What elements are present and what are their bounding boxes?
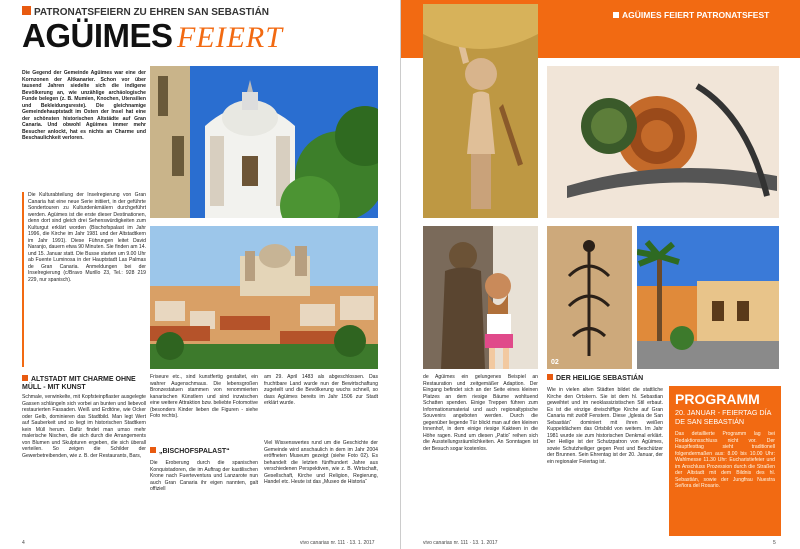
snail-sculpture-photo xyxy=(547,66,779,218)
right-col2-text: Wie in vielen alten Städten bildet die stattliche Kirche den Ortskern. Sie ist dem hl. Sebastian geweihtet und im neoklassizistischen Stil erbaut. Es ist die einzige dreischiffige Kirche auf Gran Canaria mit zwölf Fenstern. Diese „Iglesia de San Sebastián“ dominiert mit ihren weißen Kuppeldächern das Ortsbild von weitem. Im Jahr 1981 wurde sie zum historischen Denkmal erklärt. Der Heilige ist der Schutzpatron von Agüimes, sowie Schutzheiliger gegen Pest und Beschützer der Brunnen. Sein Ehrentag ist der 20. Januar, der ein regionaler Feiertag ist. xyxy=(547,387,663,465)
heading-bischof-text: „BISCHOFSPALAST“ xyxy=(159,448,230,455)
bronze-statue-child-photo xyxy=(423,226,538,369)
left-col3-text-b: Viel Wissenswertes rund um die Geschichte der Gemeinde wird anschaulich in dem im Jahr 2004 eröffneten Museum gezeigt (siehe Foto 02). Es behandelt die letzten fünfhundert Jahre aus verschiedenen Perspektiven, wie z. B. Wirtschaft, Gesellschaft, Kirche und Religion, Regierung, Handel etc. Heute ist das „Museo de Historia“ xyxy=(264,440,378,485)
courtyard-photo xyxy=(637,226,779,369)
heading-altstadt xyxy=(22,375,146,392)
photo-number-label: 02 xyxy=(551,359,559,366)
town-photo xyxy=(150,226,378,369)
program-subtitle: 20. JANUAR - FEIERTAG DÍA DE SAN SEBASTIÁN xyxy=(675,408,771,426)
heading-bischof xyxy=(150,447,258,456)
heading-sebastian-text: DER HEILIGE SEBASTIÁN xyxy=(556,375,644,382)
right-page xyxy=(400,0,800,549)
church-photo xyxy=(150,66,378,218)
right-kicker xyxy=(613,10,769,20)
program-text: Das detaillierte Programm lag bei Redaktionsschluss nicht vor. Der Hauptfesttag sieht traditionell folgendermaßen aus: 8.00 bis 10.00 Uhr: Wahlmesse 11.30 Uhr: Eucharistiefeier und im Anschluss Prozession durch die Straßen der Altstadt mit dem Bildnis des hl. Sebastián, sowie der Jungfrau Nuestra Señora del Rosario. xyxy=(675,431,775,489)
altstadt-text: Schmale, verwinkelte, mit Kopfsteinpflaster ausgelegte Gassen schlängeln sich vorbei an bunten und liebevoll restaurierten Fassaden. Weiß und Erdtöne, wie Ocker oder Gelb, dominieren das Stadtbild. Man legt Wert auf Sauberkeit und so liegt im historischen Stadtkern kein Müll herum. Dafür findet man umso mehr malerische Nischen, die sich durch die Arrangements von Blumen und Skulpturen ergeben, die sich überall verteilen. So zeigen die Schilder der Gewerbetreibenden, wie z. B. der Restaurants, Bars, xyxy=(22,394,146,459)
culture-text: Die Kulturabteilung der Inselregierung von Gran Canaria hat eine neue Serie initiiert, in der geführte Sondertouren zu Kulturdenkmälern durchgeführt werden. Agüimes ist die erste dieser Destinationen, denn dort sind gleich drei Sehenswürdigkeiten zum Kulturgut erklärt worden (Bischofspalast im Jahr 1996, die Kirche im Jahr 1981 und der Altstadtkern im Jahr 1991). Diese Führungen leitet David Naranjo, dauern etwa 90 Minuten. Sie finden am 14. und 15. Januar statt. Die Busse starten um 9.00 Uhr ab Fuente Luminosa in der Hauptstadt Las Palmas de Gran Canaria. Anmeldungen bei der Inselregierung (c/Bravo Murillo 23, Tel.: 928 219 229, nur spanisch). xyxy=(22,192,146,367)
wrought-iron-photo xyxy=(547,226,632,369)
heading-sebastian xyxy=(547,374,663,383)
left-col2-text-b: Die Eroberung durch die spanischen Konquistadoren, die im Auftrag der kastilischen Krone nach Fuerteventura und Lanzarote nun auch Gran Canaria ihr eigen nannten, galt offiziell xyxy=(150,460,258,492)
left-col3-text-a: am 29. April 1483 als abgeschlossen. Das fruchtbare Land wurde nun der Bewirtschaftung zugeteilt und die Bevölkerung wuchs schnell, so dass Agüimes bereits im Jahr 1506 zur Stadt erklärt wurde. xyxy=(264,374,378,406)
statue-photo xyxy=(423,4,538,218)
left-page-number: 4 xyxy=(22,540,25,546)
page-title xyxy=(22,17,283,55)
right-footer: vivo canarias nr. 111 · 13. 1. 2017 xyxy=(423,540,498,546)
left-col2-text-a: Friseure etc., sind kunstfertig gestaltet, ein wahrer Augenschmaus. Die lebensgroßen Bronzestatuen stammen von renommierten kanarischen Künstlern und sind inzwischen eine weitere Attraktion bzw. beliebte Fotomotive (besonders Kinder lieben die Figuren - siehe Foto rechts). xyxy=(150,374,258,419)
heading-altstadt-text: ALTSTADT MIT CHARME OHNE MÜLL - MIT KUNST xyxy=(22,376,136,391)
right-kicker-text: AGÜIMES FEIERT PATRONATSFEST xyxy=(622,10,770,20)
program-title: PROGRAMM xyxy=(675,391,760,407)
right-col1-text: de Agüimes ein gelungenes Beispiel an Restauration und zeitgemäßer Adaption. Der Eingang befindet sich an der Seite eines kleinen Platzes an dem riesige Bäume wohltuend Schatten spenden. Einige Treppen führen zum Informationsmaterial und auch regionaltypische Souvenirs angeboten werden. Durch die gegenüber liegende Tür blickt man auf den kleinen Innenhof, in dem einige riesige Kakteen in die Höhe ragen. Rund um diesen „Patio“ reihen sich die Ausstellungsräumlichkeiten. An Sonntagen ist der Besuch sogar kostenlos. xyxy=(423,374,538,452)
title-accent: FEIERT xyxy=(176,21,283,54)
title-main: AGÜIMES xyxy=(22,17,173,54)
left-kicker-text: PATRONATSFEIERN ZU EHREN SAN SEBASTIÁN xyxy=(34,7,270,18)
intro-text: Die Gegend der Gemeinde Agüimes war eine der Kornzonen der Altkanarier. Schon vor über tausend Jahren siedelte sich die indigene Bevölkerung an, wie unzählige archäologische Funde belegen (z. B. Mumien, Knochen, Utensilien und Bekleidungsreste). Die gleichnamige Gemeindehauptstadt im Osten der Insel hat eine der schönsten historischen Altstädte auf Gran Canaria. Und obwohl Agüimes immer mehr Besucher anlockt, hat es nichts an Charme und Beschaulichkeit verloren. xyxy=(22,70,146,141)
program-box xyxy=(669,386,781,536)
left-footer: vivo canarias nr. 111 · 13. 1. 2017 xyxy=(300,540,375,546)
right-page-number: 5 xyxy=(773,540,776,546)
